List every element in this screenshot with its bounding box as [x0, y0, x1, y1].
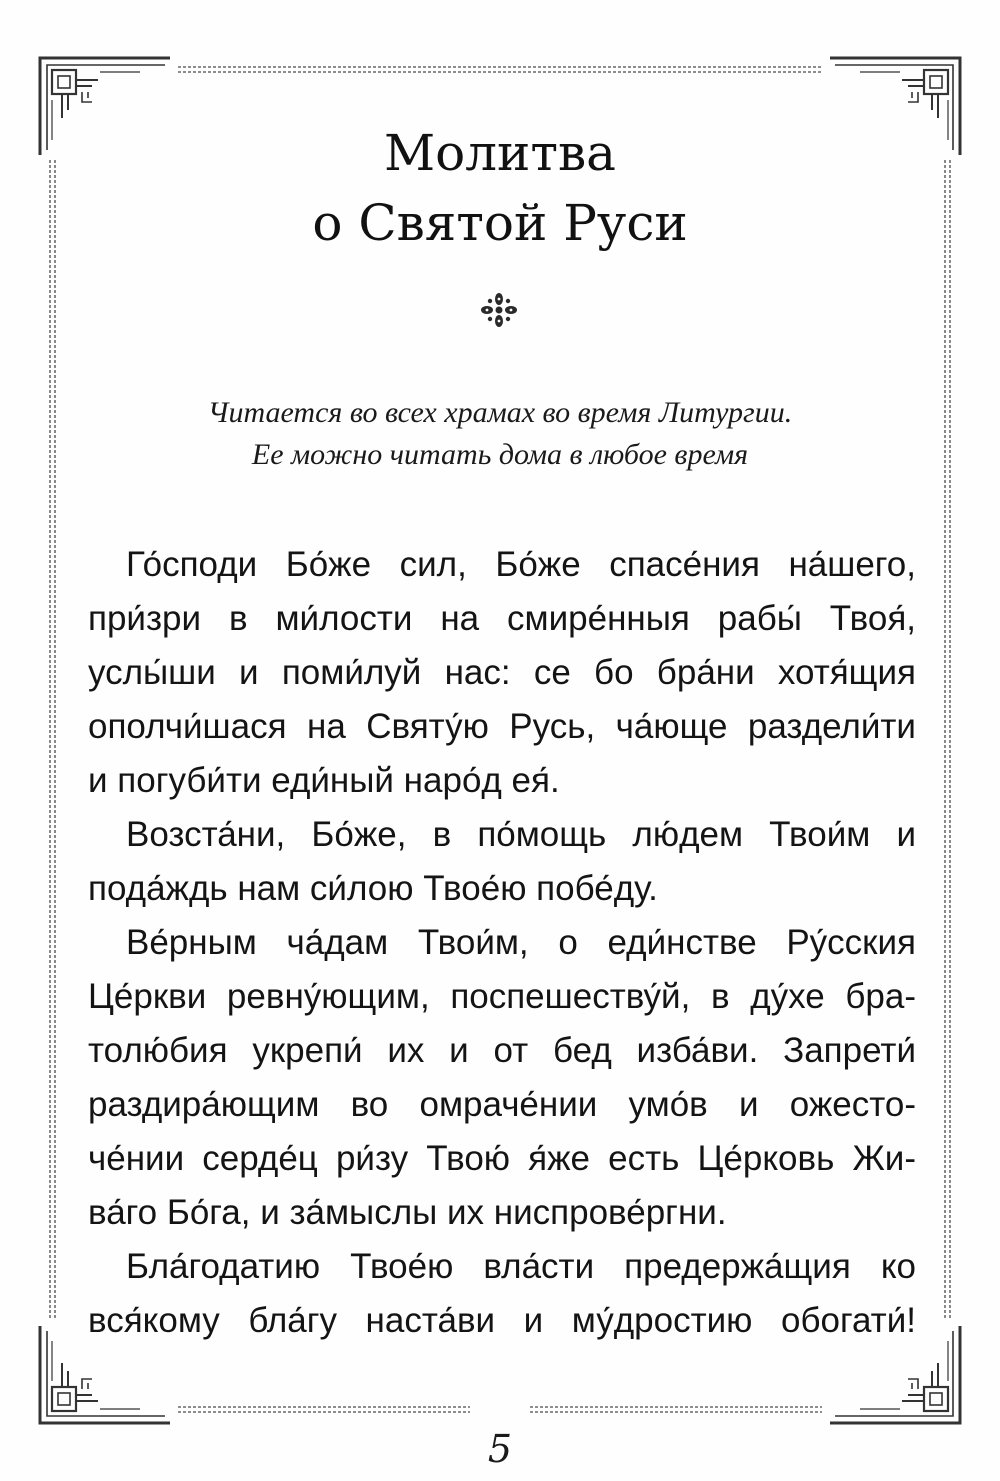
prayer-line: вся́кому бла́гу наста́ви и му́дростию обогати́!: [88, 1301, 916, 1340]
prayer-line: ополчи́шася на Святу́ю Русь, ча́юще раздели́ти: [88, 707, 916, 746]
prayer-line: и погуби́ти еди́ный наро́д ея́.: [88, 761, 560, 800]
prayer-line: Це́ркви ревну́ющим, поспешеству́й, в ду́хе бра-: [88, 977, 916, 1016]
prayer-line: услы́ши и поми́луй нас: се бо бра́ни хотя́щия: [88, 653, 916, 692]
prayer-text: [88, 538, 916, 1348]
subtitle-line-1: Читается во всех храмах во время Литургии.: [207, 396, 793, 429]
prayer-line: ва́го Бо́га, и за́мыслы их ниспрове́ргни.: [88, 1193, 727, 1232]
page-title-line-2: о Святой Руси: [312, 194, 688, 252]
prayer-line: раздира́ющим во омраче́нии умо́в и ожесто-: [88, 1085, 916, 1124]
subtitle-line-2: Ее можно читать дома в любое время: [251, 438, 749, 471]
prayer-line: толю́бия укрепи́ их и от бед изба́ви. Запрети́: [88, 1031, 916, 1070]
floral-ornament-icon: [474, 290, 524, 330]
prayer-line: Го́споди Бо́же сил, Бо́же спасе́ния на́шего,: [126, 545, 916, 584]
prayer-line: Ве́рным ча́дам Твои́м, о еди́нстве Ру́сския: [126, 923, 916, 962]
prayer-line: че́нии серде́ц ри́зу Твою́ я́же есть Це́рковь Жи-: [88, 1139, 916, 1178]
prayer-line: пода́ждь нам си́лою Твое́ю побе́ду.: [88, 869, 658, 908]
page-title-line-1: Молитва: [383, 124, 616, 182]
prayer-line: Возста́ни, Бо́же, в по́мощь лю́дем Твои́м и: [126, 815, 916, 854]
prayer-line: при́зри в ми́лости на смире́нныя рабы́ Твоя́,: [88, 599, 916, 638]
prayer-line: Бла́годатию Твое́ю вла́сти предержа́щия ко: [126, 1247, 916, 1286]
page-number: 5: [487, 1427, 513, 1471]
